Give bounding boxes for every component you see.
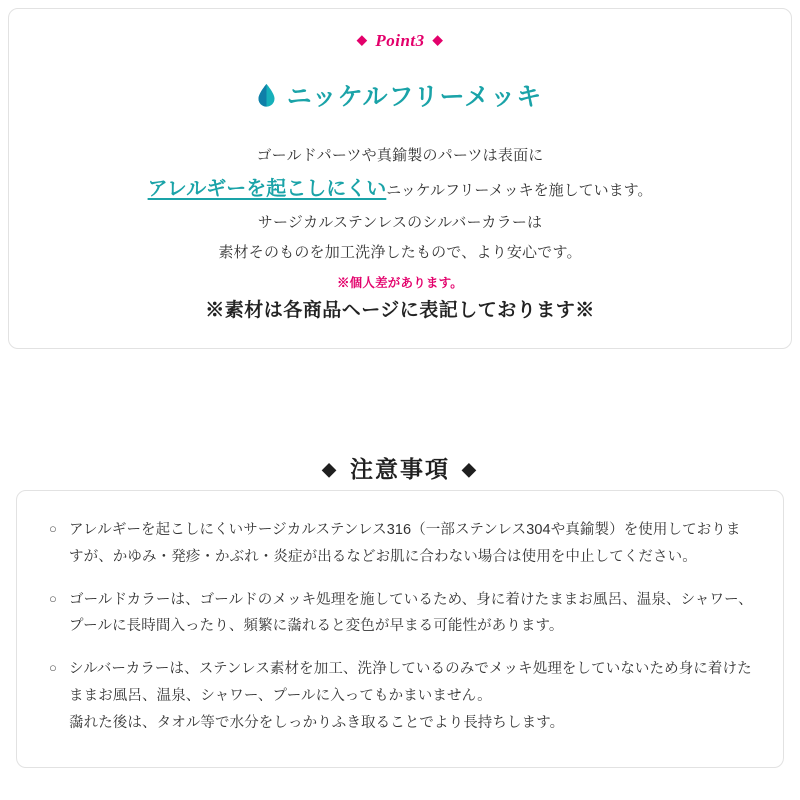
list-item-subtext: 濷れた後は、タオル等で水分をしっかりふき取ることでより長持ちします。	[69, 714, 565, 731]
caution-list	[47, 517, 753, 737]
bullet-icon: ○	[49, 590, 57, 606]
point3-title-text: ニッケルフリーメッキ	[286, 83, 543, 111]
point-label-text: Point3	[375, 31, 425, 50]
caution-card	[16, 490, 784, 768]
list-item-text: ゴールドカラーは、ゴールドのメッキ処理を施しているため、身に着けたままお風呂、温泉、シャワー、プールに長時間入ったり、頻繁に濷れると変色が早まる可能性があります。	[69, 591, 753, 635]
list-item-text: シルバーカラーは、ステンレス素材を加工、洗浄しているのみでメッキ処理をしていないため身に着けたままお風呂、温泉、シャワー、プールに入ってもかまいません。	[69, 661, 752, 705]
list-item-text: アレルギーを起こしにくいサージカルステンレス316（一部ステンレス304や真鍮製）を使用しておりますが、かゆみ・発疹・かぶれ・炎症が出るなどお肌に合わない場合は使用を中止してください。	[69, 522, 741, 565]
diamond-icon-right: ◆	[432, 32, 444, 47]
point3-line-3: サージカルステンレスのシルバーカラーは	[257, 214, 543, 232]
caution-heading-text: 注意事項	[350, 456, 450, 483]
diamond-icon-left: ◆	[356, 32, 368, 47]
point3-line-2-rest: ニッケルフリーメッキを施しています。	[386, 182, 653, 200]
list-item	[47, 517, 753, 571]
caution-heading	[0, 451, 800, 484]
water-drop-icon	[258, 84, 275, 107]
diamond-icon-right-2: ◆	[462, 459, 478, 480]
point3-line-1: ゴールドパーツや真鍮製のパーツは表面に	[256, 147, 544, 164]
list-item	[47, 656, 753, 736]
list-item	[47, 587, 753, 641]
individual-difference-note: ※個人差があります。	[336, 275, 463, 290]
bullet-icon: ○	[49, 521, 57, 536]
point3-line-2	[29, 170, 771, 208]
point3-line-4: 素材そのものを加工洗浄したもので、より安心です。	[218, 243, 582, 261]
bullet-icon: ○	[49, 660, 57, 676]
material-note: ※素材は各商品ヘージに表記しております※	[205, 299, 595, 321]
point3-card	[8, 8, 792, 349]
point3-title-row	[29, 77, 771, 113]
allergy-highlight: アレルギーを起こしにくい	[147, 178, 387, 201]
diamond-icon-left-2: ◆	[322, 459, 338, 480]
point-label	[29, 31, 771, 51]
